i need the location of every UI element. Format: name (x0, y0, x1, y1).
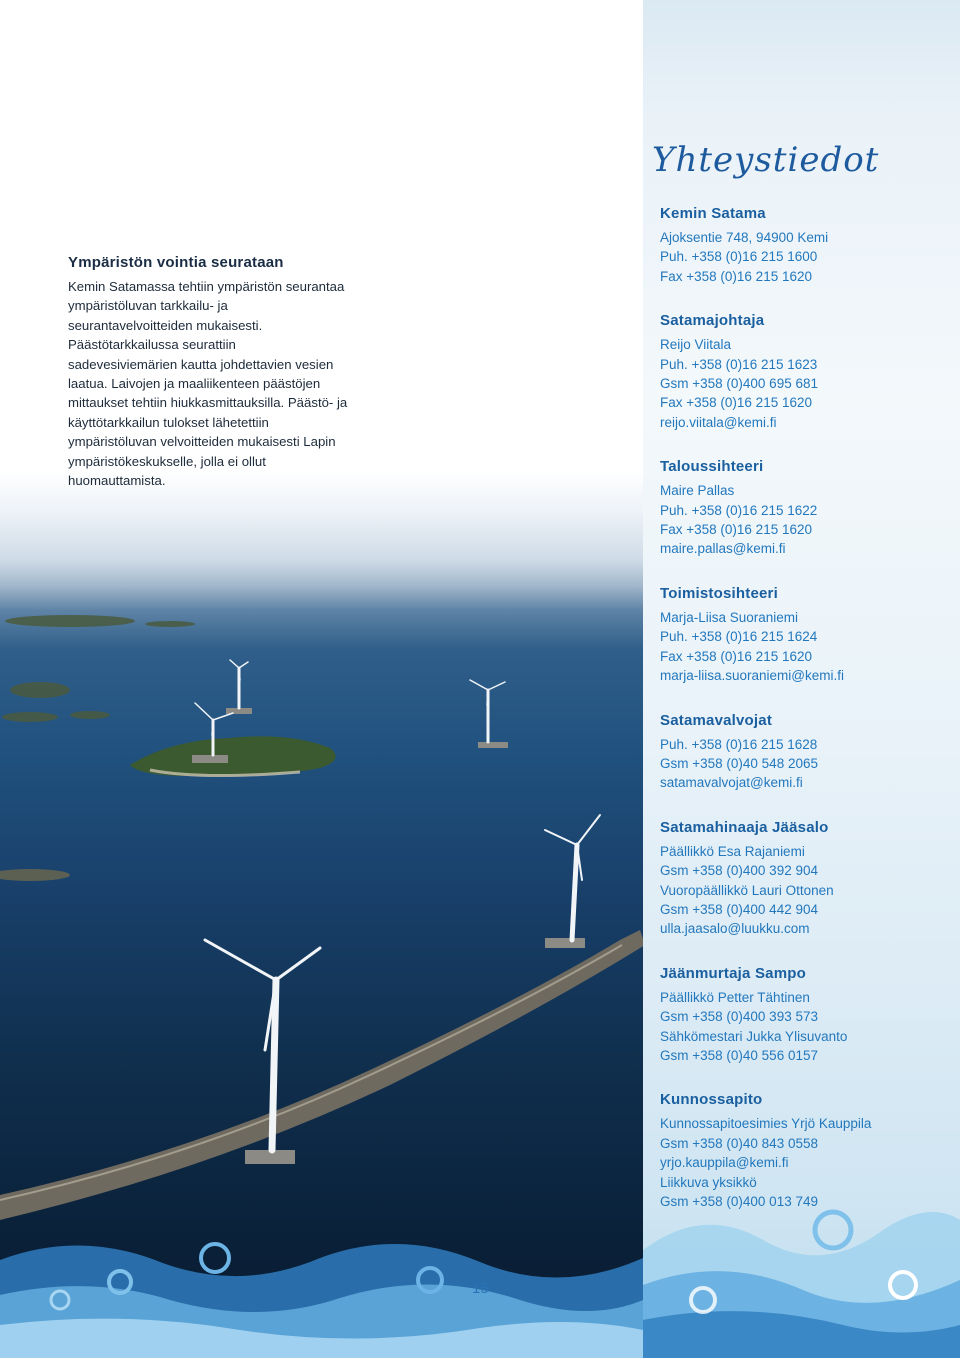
contact-email-link[interactable]: marja-liisa.suoraniemi@kemi.fi (660, 668, 844, 684)
contact-group-taloussihteeri (660, 458, 955, 559)
contact-phone: Puh. +358 (0)16 215 1624 (660, 629, 818, 645)
contact-mobile: Gsm +358 (0)400 442 904 (660, 901, 818, 917)
contact-email-link[interactable]: yrjo.kauppila@kemi.fi (660, 1155, 789, 1171)
contact-title: Satamajohtaja (660, 312, 765, 330)
contacts-list (660, 205, 955, 1237)
contact-phone: Puh. +358 (0)16 215 1628 (660, 736, 818, 752)
contact-mobile: Gsm +358 (0)400 392 904 (660, 863, 818, 879)
contact-person: Kunnossapitoesimies Yrjö Kauppila (660, 1116, 872, 1132)
contact-group-kemin-satama (660, 205, 955, 286)
contacts-heading: Yhteystiedot (652, 140, 880, 180)
contact-fax: Fax +358 (0)16 215 1620 (660, 268, 812, 284)
contact-address: Ajoksentie 748, 94900 Kemi (660, 230, 829, 245)
contact-group-satamahinaaja (660, 819, 955, 939)
contact-title: Toimistosihteeri (660, 584, 778, 602)
contact-group-satamavalvojat (660, 712, 955, 793)
contact-email-link[interactable]: reijo.viitala@kemi.fi (660, 414, 777, 430)
intro-section (68, 254, 348, 490)
contact-person: Marja-Liisa Suoraniemi (660, 609, 799, 625)
contact-phone: Puh. +358 (0)16 215 1600 (660, 249, 818, 265)
contact-person: Päällikkö Esa Rajaniemi (660, 843, 805, 859)
contact-title: Kunnossapito (660, 1091, 763, 1109)
contact-person: Vuoropäällikkö Lauri Ottonen (660, 882, 834, 898)
contact-person: Maire Pallas (660, 483, 735, 499)
contact-person: Reijo Viitala (660, 337, 732, 353)
contact-mobile: Gsm +358 (0)40 556 0157 (660, 1047, 818, 1063)
contact-mobile: Gsm +358 (0)40 548 2065 (660, 755, 818, 771)
contact-phone: Puh. +358 (0)16 215 1623 (660, 356, 818, 372)
intro-body: Kemin Satamassa tehtiin ympäristön seurantaa ympäristöluvan tarkkailu- ja seurantavelvoitteiden mukaisesti. Päästötarkkailussa seurattiin sadevesiviemärien kautta johdettavien vesien laatua. Laivojen ja maaliikenteen päästöjen mittaukset tehtiin hiukkasmittauksilla. Päästö- ja käyttötarkkailun tulokset lähetettiin ympäristöluvan velvoitteiden mukaisesti Lapin ympäristökeskukselle, jolla ei ollut huomauttamista. (68, 279, 348, 489)
contact-mobile: Gsm +358 (0)400 695 681 (660, 376, 818, 392)
contact-unit: Liikkuva yksikkö (660, 1174, 757, 1190)
contact-title: Jäänmurtaja Sampo (660, 964, 806, 982)
page-number: 15 (472, 1280, 489, 1297)
contact-phone: Puh. +358 (0)16 215 1622 (660, 502, 818, 518)
contact-title: Satamavalvojat (660, 711, 773, 729)
contact-fax: Fax +358 (0)16 215 1620 (660, 522, 812, 538)
contact-title: Kemin Satama (660, 205, 766, 222)
contact-title: Satamahinaaja Jääsalo (660, 818, 829, 836)
contact-mobile: Gsm +358 (0)400 013 749 (660, 1194, 818, 1209)
intro-title: Ympäristön vointia seurataan (68, 254, 284, 271)
contact-group-toimistosihteeri (660, 585, 955, 686)
contact-group-satamajohtaja (660, 312, 955, 432)
contact-email-link[interactable]: satamavalvojat@kemi.fi (660, 775, 803, 791)
contact-mobile: Gsm +358 (0)400 393 573 (660, 1009, 818, 1025)
contact-group-jaanmurtaja (660, 965, 955, 1066)
contact-person: Päällikkö Petter Tähtinen (660, 989, 810, 1005)
contact-fax: Fax +358 (0)16 215 1620 (660, 395, 812, 411)
contact-email-link[interactable]: maire.pallas@kemi.fi (660, 541, 786, 557)
contact-fax: Fax +358 (0)16 215 1620 (660, 648, 812, 664)
contact-email-link[interactable]: ulla.jaasalo@luukku.com (660, 921, 810, 937)
contact-mobile: Gsm +358 (0)40 843 0558 (660, 1135, 818, 1151)
contact-group-kunnossapito (660, 1091, 955, 1211)
contact-title: Taloussihteeri (660, 458, 764, 476)
contact-person: Sähkömestari Jukka Ylisuvanto (660, 1028, 848, 1044)
